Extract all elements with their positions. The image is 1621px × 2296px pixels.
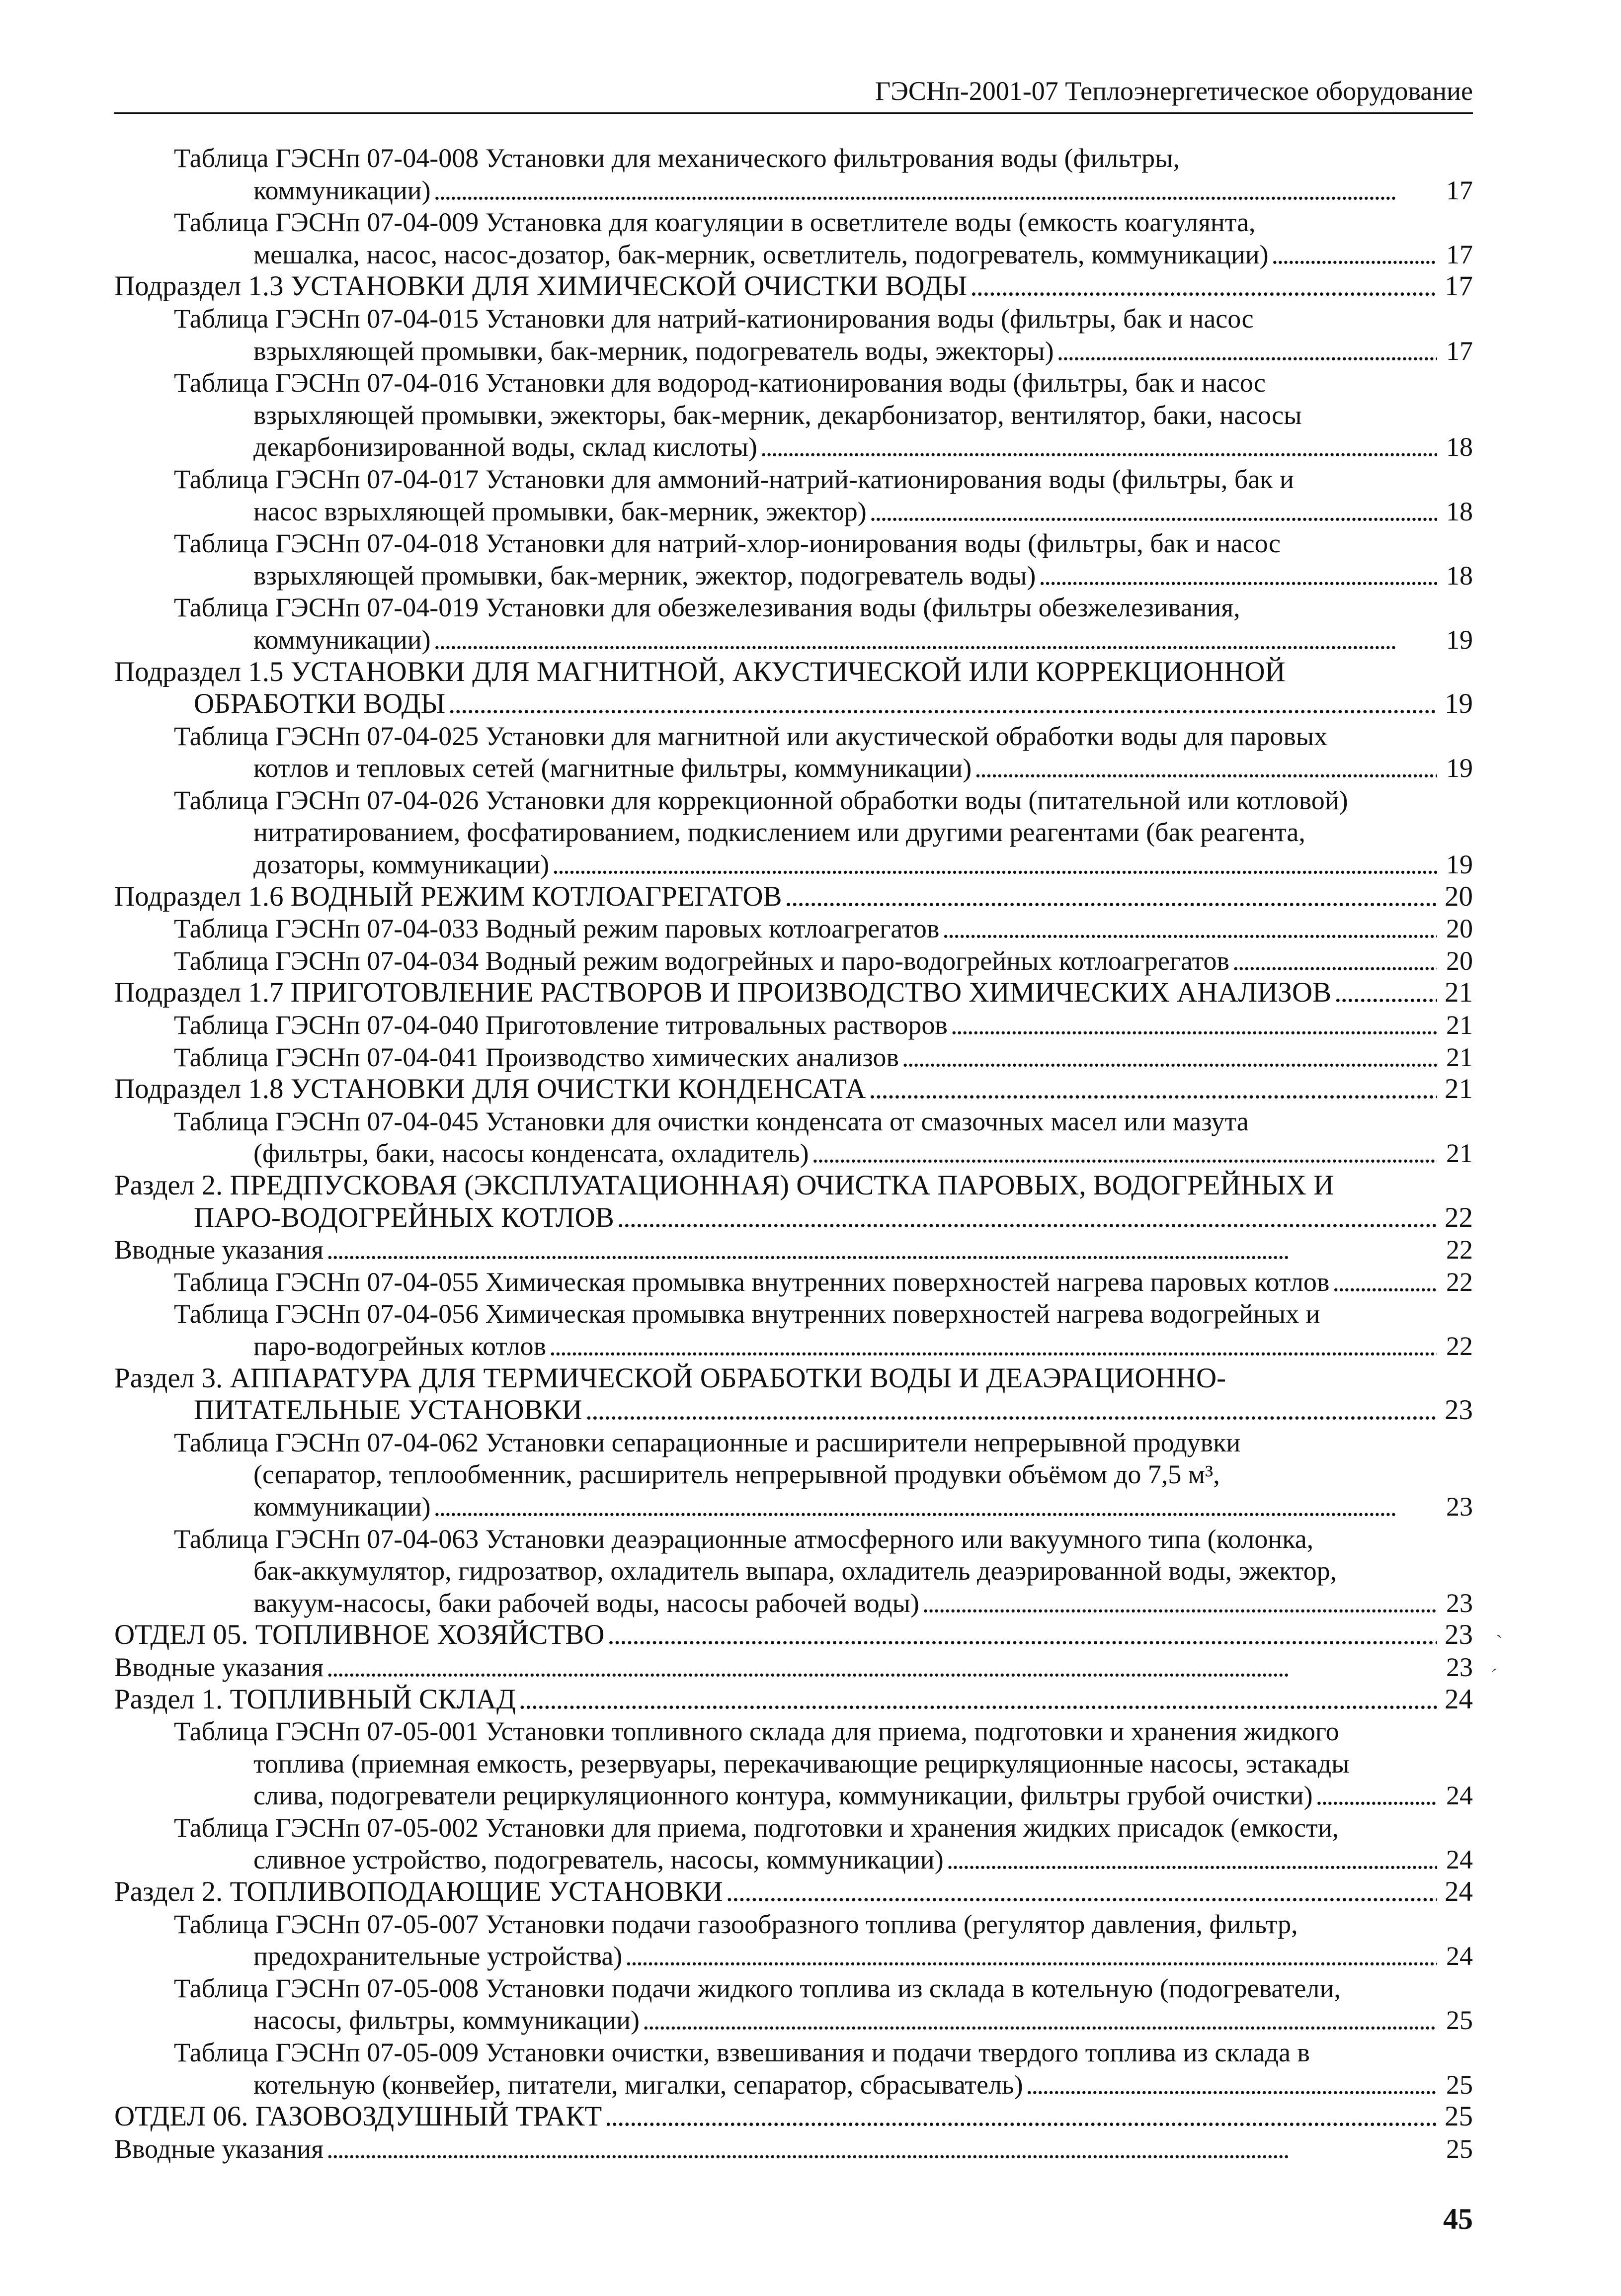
toc-page-number: 23 [1446,1652,1473,1682]
dot-leader [809,1137,1437,1170]
toc-entry-line-text: Раздел 1. ТОПЛИВНЫЙ СКЛАД [114,1683,516,1715]
toc-page-number: 17 [1446,239,1473,269]
toc-entry-line [114,1234,1437,1266]
dot-leader [324,1234,1437,1266]
toc-page-number: 23 [1446,1588,1473,1618]
toc-entry-text [174,527,1437,592]
toc-page-number: 17 [1446,175,1473,205]
toc-entry-line [174,1844,1437,1876]
toc-section-entry[interactable] [114,1170,1473,1234]
toc-entry-line [174,849,1437,881]
toc-entry-text [174,1812,1437,1876]
toc-page-number: 17 [1445,270,1473,302]
toc-page-number: 19 [1446,753,1473,783]
toc-page-number: 17 [1446,336,1473,366]
dot-leader [1023,2069,1437,2101]
toc-entry-line [174,1266,1437,1298]
toc-entry-text [174,303,1437,367]
toc-entry-text [114,2101,1437,2133]
dot-leader [867,496,1437,528]
toc-entry-line-text: ПАРО-ВОДОГРЕЙНЫХ КОТЛОВ [194,1201,614,1233]
toc-entry-line [174,399,1437,431]
toc-entry-line [174,1105,1437,1138]
toc-entry-line [174,720,1437,753]
toc-entry-line [174,1555,1437,1587]
toc-page-number: 23 [1445,1394,1473,1426]
toc-entry-line [174,239,1437,271]
toc-page-number: 23 [1446,1491,1473,1522]
toc-page-number: 23 [1445,1619,1473,1651]
toc-entry-text [114,881,1437,913]
toc-entry-line-text: (сепаратор, теплообменник, расширитель непрерывной продувки объёмом до 7,5 м³, [253,1459,1220,1490]
toc-entry-line [174,816,1437,849]
toc-entry-line [174,1041,1437,1074]
toc-entry-line [114,2133,1437,2165]
dot-leader [604,1619,1437,1651]
toc-table-entry[interactable] [114,1812,1473,1876]
toc-page-number: 20 [1446,945,1473,976]
toc-entry-line [174,1940,1437,1972]
toc-entry-text [174,2037,1437,2101]
toc-table-entry[interactable] [114,784,1473,881]
dot-leader [782,881,1437,913]
toc-entry-line [174,1972,1437,2005]
toc-page-number: 24 [1446,1781,1473,1811]
toc-entry-line-text: Таблица ГЭСНп 07-04-017 Установки для аммоний-натрий-катионирования воды (фильтры, бак и [174,464,1294,494]
toc-entry-line-text: Таблица ГЭСНп 07-04-008 Установки для механического фильтрования воды (фильтры, [174,143,1180,173]
toc-entry-line [114,270,1437,303]
toc-entry-text [114,2133,1437,2165]
toc-entry-line-text: Таблица ГЭСНп 07-05-007 Установки подачи газообразного топлива (регулятор давления, фильтр, [174,1909,1298,1939]
toc-section-entry[interactable] [114,977,1473,1009]
toc-entry-line [174,2004,1437,2037]
table-of-contents [114,142,1473,2165]
toc-entry-line [174,367,1437,399]
toc-entry-line [174,1427,1437,1459]
toc-section-entry[interactable] [114,1876,1473,1908]
toc-page-number: 24 [1446,1845,1473,1875]
toc-entry-line [174,206,1437,239]
toc-entry-line [114,1684,1437,1716]
dot-leader [602,2101,1437,2133]
toc-table-entry[interactable] [114,945,1473,977]
toc-entry-text [174,1105,1437,1170]
dot-leader [431,1491,1437,1523]
toc-page-number: 22 [1445,1201,1473,1233]
toc-section-entry[interactable] [114,1684,1473,1716]
toc-page-number: 18 [1446,432,1473,462]
toc-entry-text [174,1266,1437,1298]
toc-entry-line-text: мешалка, насос, насос-дозатор, бак-мерник, осветлитель, подогреватель, коммуникации) [253,239,1269,269]
toc-entry-line-text: Подраздел 1.6 ВОДНЫЙ РЕЖИМ КОТЛОАГРЕГАТОВ [114,880,782,912]
toc-entry-line-text: Подраздел 1.7 ПРИГОТОВЛЕНИЕ РАСТВОРОВ И ПРОИЗВОДСТВО ХИМИЧЕСКИХ АНАЛИЗОВ [114,977,1332,1009]
toc-page-number: 20 [1445,880,1473,912]
toc-entry-line [114,2101,1437,2133]
toc-entry-line [174,2037,1437,2069]
toc-entry-line-text: декарбонизированной воды, склад кислоты) [253,432,757,462]
toc-entry-line-text: Таблица ГЭСНп 07-04-016 Установки для водород-катионирования воды (фильтры, бак и насос [174,368,1266,398]
toc-page-number: 25 [1445,2101,1473,2132]
toc-entry-text [174,784,1437,881]
dot-leader [1036,560,1437,592]
toc-entry-line [174,527,1437,560]
toc-entry-text [174,206,1437,270]
toc-entry-text [174,945,1437,977]
toc-table-entry[interactable] [114,1298,1473,1362]
toc-entry-text [174,1715,1437,1812]
dot-leader [324,2133,1437,2165]
toc-entry-line [114,688,1437,720]
toc-entry-line-text: Таблица ГЭСНп 07-05-002 Установки для приема, подготовки и хранения жидких присадок (емкости, [174,1812,1339,1843]
toc-entry-line-text: Таблица ГЭСНп 07-04-040 Приготовление титровальных растворов [174,1010,948,1040]
dot-leader [1313,1780,1437,1812]
toc-entry-line-text: Раздел 3. АППАРАТУРА ДЛЯ ТЕРМИЧЕСКОЙ ОБРАБОТКИ ВОДЫ И ДЕАЭРАЦИОННО- [114,1362,1226,1394]
toc-page-number: 25 [1446,2005,1473,2036]
toc-entry-line-text: Раздел 2. ПРЕДПУСКОВАЯ (ЭКСПЛУАТАЦИОННАЯ) ОЧИСТКА ПАРОВЫХ, ВОДОГРЕЙНЫХ И [114,1170,1334,1201]
toc-entry-line [114,656,1437,688]
toc-page-number: 20 [1446,914,1473,944]
dot-leader [948,1009,1437,1041]
toc-entry-line-text: взрыхляющей промывки, бак-мерник, подогреватель воды, эжекторы) [253,336,1054,366]
toc-entry-line-text: Подраздел 1.5 УСТАНОВКИ ДЛЯ МАГНИТНОЙ, АКУСТИЧЕСКОЙ ИЛИ КОРРЕКЦИОННОЙ [114,656,1286,687]
toc-page-number: 19 [1446,624,1473,655]
page-number: 45 [1443,2203,1473,2235]
toc-entry-line [174,303,1437,335]
toc-entry-line [174,945,1437,977]
toc-entry-line-text: Таблица ГЭСНп 07-05-009 Установки очистки, взвешивания и подачи твердого топлива из склада в [174,2038,1310,2068]
toc-entry-line [174,1780,1437,1812]
toc-entry-line-text: ОБРАБОТКИ ВОДЫ [194,688,446,720]
toc-entry-line-text: ОТДЕЛ 06. ГАЗОВОЗДУШНЫЙ ТРАКТ [114,2101,602,2132]
dot-leader [939,913,1437,945]
toc-entry-line-text: коммуникации) [253,175,431,205]
toc-page-number: 22 [1446,1331,1473,1361]
toc-page-number: 24 [1446,1941,1473,1971]
toc-entry-line [174,1458,1437,1491]
toc-entry-text [174,463,1437,527]
toc-section-entry[interactable] [114,1234,1473,1266]
toc-entry-line-text: Таблица ГЭСНп 07-04-026 Установки для коррекционной обработки воды (питательной или котловой) [174,785,1348,815]
dot-leader [967,270,1437,303]
toc-entry-line-text: Таблица ГЭСНп 07-04-045 Установки для очистки конденсата от смазочных масел или мазута [174,1106,1249,1136]
toc-entry-text [114,1234,1437,1266]
toc-page-number: 18 [1446,560,1473,591]
toc-section-entry[interactable] [114,1362,1473,1427]
toc-entry-line-text: котельную (конвейер, питатели, мигалки, сепаратор, сбрасыватель) [253,2069,1023,2100]
toc-entry-line [114,1170,1437,1202]
toc-entry-line-text: Таблица ГЭСНп 07-04-019 Установки для обезжелезивания воды (фильтры обезжелезивания, [174,593,1240,623]
toc-entry-line-text: взрыхляющей промывки, эжекторы, бак-мерник, декарбонизатор, вентилятор, баки, насосы [253,400,1302,430]
toc-entry-line-text: Таблица ГЭСНп 07-04-041 Производство химических анализов [174,1042,899,1072]
dot-leader [582,1394,1437,1427]
toc-entry-line-text: Таблица ГЭСНп 07-04-015 Установки для натрий-катионирования воды (фильтры, бак и насос [174,303,1254,334]
toc-page-number: 21 [1446,1010,1473,1040]
toc-entry-line-text: коммуникации) [253,1491,431,1522]
toc-entry-text [174,1427,1437,1523]
toc-entry-line [174,1748,1437,1780]
toc-entry-line-text: Таблица ГЭСНп 07-04-034 Водный режим водогрейных и паро-водогрейных котлоагрегатов [174,945,1229,976]
toc-table-entry[interactable] [114,1266,1473,1298]
toc-table-entry[interactable] [114,2037,1473,2101]
toc-entry-text [174,367,1437,463]
toc-entry-line-text: Таблица ГЭСНп 07-04-018 Установки для натрий-хлор-ионирования воды (фильтры, бак и насос [174,528,1281,559]
dot-leader [614,1202,1437,1234]
toc-entry-line-text: Таблица ГЭСНп 07-04-063 Установки деаэрационные атмосферного или вакуумного типа (колонка, [174,1524,1314,1554]
toc-table-entry[interactable] [114,592,1473,656]
toc-table-entry[interactable] [114,142,1473,206]
toc-entry-text [174,1009,1437,1041]
toc-section-entry[interactable] [114,1073,1473,1105]
toc-entry-line-text: Таблица ГЭСНп 07-05-001 Установки топливного склада для приема, подготовки и хранения жидкого [174,1716,1339,1747]
toc-entry-line [174,1812,1437,1844]
toc-entry-line [114,1651,1437,1684]
toc-entry-text [174,592,1437,656]
toc-entry-line [174,752,1437,784]
toc-entry-text [174,1908,1437,1972]
toc-section-entry[interactable] [114,2101,1473,2133]
toc-page-number: 21 [1445,977,1473,1009]
toc-page-number: 22 [1446,1235,1473,1265]
toc-entry-line-text: Таблица ГЭСНп 07-04-025 Установки для магнитной или акустической обработки воды для паровых [174,721,1328,751]
toc-entry-text [174,720,1437,784]
toc-entry-text [174,1298,1437,1362]
toc-table-entry[interactable] [114,1009,1473,1041]
dot-leader [757,431,1437,463]
toc-entry-text [114,1619,1437,1651]
toc-section-entry[interactable] [114,881,1473,913]
toc-entry-line-text: взрыхляющей промывки, бак-мерник, эжектор, подогреватель воды) [253,560,1036,591]
dot-leader [622,1940,1437,1972]
dot-leader [723,1876,1437,1908]
toc-entry-line [114,977,1437,1009]
toc-entry-line-text: Таблица ГЭСНп 07-04-062 Установки сепарационные и расширители непрерывной продувки [174,1427,1241,1457]
dot-leader [1054,335,1437,367]
toc-table-entry[interactable] [114,1908,1473,1972]
toc-entry-text [114,1362,1437,1427]
toc-entry-line [174,560,1437,592]
dot-leader [866,1073,1437,1105]
scan-artifact: ` [1496,1631,1503,1653]
toc-table-entry[interactable] [114,463,1473,527]
toc-entry-line-text: вакуум-насосы, баки рабочей воды, насосы рабочей воды) [253,1588,919,1618]
toc-table-entry[interactable] [114,1972,1473,2037]
toc-section-entry[interactable] [114,1651,1473,1684]
dot-leader [431,624,1437,656]
toc-entry-line [174,1298,1437,1330]
toc-entry-line-text: Подраздел 1.8 УСТАНОВКИ ДЛЯ ОЧИСТКИ КОНДЕНСАТА [114,1073,866,1105]
toc-page-number: 21 [1446,1138,1473,1169]
toc-entry-line [114,1619,1437,1651]
dot-leader [549,849,1437,881]
dot-leader [944,1844,1437,1876]
toc-table-entry[interactable] [114,1523,1473,1619]
toc-entry-line [174,463,1437,496]
toc-entry-line-text: (фильтры, баки, насосы конденсата, охладитель) [253,1138,809,1169]
toc-page-number: 21 [1446,1042,1473,1072]
toc-entry-line [114,1073,1437,1105]
toc-entry-line [174,592,1437,624]
toc-entry-line [114,1362,1437,1395]
toc-entry-line-text: нитратированием, фосфатированием, подкислением или другими реагентами (бак реагента, [253,817,1305,848]
scan-artifact: ´ [1491,1665,1498,1687]
toc-page-number: 24 [1445,1876,1473,1908]
dot-leader [972,752,1437,784]
toc-entry-line [174,1587,1437,1619]
toc-entry-line-text: паро-водогрейных котлов [253,1331,547,1361]
toc-entry-line [114,1394,1437,1427]
toc-entry-line-text: слива, подогреватели рециркуляционного контура, коммуникации, фильтры грубой очистки) [253,1781,1313,1811]
toc-entry-line-text: коммуникации) [253,624,431,655]
toc-page-number: 21 [1445,1073,1473,1105]
toc-table-entry[interactable] [114,1041,1473,1074]
dot-leader [1329,1266,1437,1298]
dot-leader [431,174,1437,207]
toc-table-entry[interactable] [114,527,1473,592]
toc-entry-line [174,624,1437,656]
toc-entry-line [174,1137,1437,1170]
toc-entry-line-text: сливное устройство, подогреватель, насосы, коммуникации) [253,1845,944,1875]
toc-entry-text [114,977,1437,1009]
toc-entry-line [174,1908,1437,1941]
toc-entry-line-text: Вводные указания [114,2133,324,2164]
toc-entry-line-text: Таблица ГЭСНп 07-05-008 Установки подачи жидкого топлива из склада в котельную (подогреватели, [174,1973,1341,2003]
toc-entry-line [174,1715,1437,1748]
toc-entry-line-text: Таблица ГЭСНп 07-04-009 Установка для коагуляции в осветлителе воды (емкость коагулянта, [174,207,1256,238]
toc-page-number: 19 [1445,688,1473,720]
toc-entry-line-text: Подраздел 1.3 УСТАНОВКИ ДЛЯ ХИМИЧЕСКОЙ ОЧИСТКИ ВОДЫ [114,270,968,302]
toc-entry-text [174,1523,1437,1619]
toc-entry-text [174,913,1437,945]
toc-entry-text [114,1876,1437,1908]
dot-leader [899,1041,1437,1074]
dot-leader [919,1587,1437,1619]
toc-entry-line-text: Раздел 2. ТОПЛИВОПОДАЮЩИЕ УСТАНОВКИ [114,1876,723,1908]
toc-table-entry[interactable] [114,206,1473,270]
toc-entry-line-text: ОТДЕЛ 05. ТОПЛИВНОЕ ХОЗЯЙСТВО [114,1619,605,1651]
toc-entry-line-text: топлива (приемная емкость, резервуары, перекачивающие рециркуляционные насосы, эстакады [253,1748,1350,1779]
toc-page-number: 19 [1446,850,1473,880]
toc-entry-text [114,1170,1437,1234]
toc-entry-line-text: Таблица ГЭСНп 07-04-055 Химическая промывка внутренних поверхностей нагрева паровых котлов [174,1267,1330,1297]
toc-section-entry[interactable] [114,270,1473,303]
toc-entry-line [174,1330,1437,1362]
toc-entry-line-text: ПИТАТЕЛЬНЫЕ УСТАНОВКИ [194,1394,582,1426]
toc-entry-line [174,335,1437,367]
toc-table-entry[interactable] [114,1105,1473,1170]
toc-entry-line-text: предохранительные устройства) [253,1941,623,1971]
dot-leader [324,1651,1437,1684]
toc-table-entry[interactable] [114,720,1473,784]
toc-entry-text [174,1972,1437,2037]
toc-entry-line-text: насосы, фильтры, коммуникации) [253,2005,640,2036]
toc-entry-line-text: Вводные указания [114,1652,324,1682]
toc-entry-line [174,784,1437,817]
toc-table-entry[interactable] [114,1427,1473,1523]
toc-page-number: 25 [1446,2069,1473,2100]
toc-entry-line-text: дозаторы, коммуникации) [253,850,550,880]
toc-entry-text [114,656,1437,720]
toc-entry-text [114,1073,1437,1105]
toc-table-entry[interactable] [114,1715,1473,1812]
toc-page-number: 18 [1446,496,1473,526]
toc-entry-line [174,174,1437,207]
toc-entry-line [114,1202,1437,1234]
toc-entry-text [174,142,1437,206]
toc-entry-line-text: бак-аккумулятор, гидрозатвор, охладитель выпара, охладитель деаэрированной воды, эжектор, [253,1556,1337,1586]
running-header: ГЭСНп-2001-07 Теплоэнергетическое оборудование [114,75,1473,114]
toc-entry-line [114,881,1437,913]
toc-entry-line-text: Вводные указания [114,1235,324,1265]
toc-page-number: 24 [1445,1683,1473,1715]
toc-section-entry[interactable] [114,656,1473,720]
toc-entry-text [114,1651,1437,1684]
dot-leader [1229,945,1437,977]
toc-page-number: 25 [1446,2133,1473,2164]
toc-entry-line-text: котлов и тепловых сетей (магнитные фильтры, коммуникации) [253,753,972,783]
toc-entry-text [174,1041,1437,1074]
toc-section-entry[interactable] [114,1619,1473,1651]
toc-entry-text [114,270,1437,303]
dot-leader [1269,239,1437,271]
dot-leader [546,1330,1437,1362]
toc-entry-line [174,142,1437,174]
dot-leader [516,1684,1437,1716]
toc-table-entry[interactable] [114,913,1473,945]
toc-entry-text [114,1684,1437,1716]
toc-table-entry[interactable] [114,367,1473,463]
toc-entry-line-text: Таблица ГЭСНп 07-04-033 Водный режим паровых котлоагрегатов [174,914,940,944]
toc-entry-line [174,431,1437,463]
toc-entry-line [174,1523,1437,1555]
toc-table-entry[interactable] [114,303,1473,367]
toc-entry-line-text: Таблица ГЭСНп 07-04-056 Химическая промывка внутренних поверхностей нагрева водогрейных и [174,1299,1320,1329]
toc-entry-line [174,496,1437,528]
toc-entry-line [174,1009,1437,1041]
dot-leader [640,2004,1437,2037]
toc-entry-line [174,1491,1437,1523]
toc-page-number: 22 [1446,1267,1473,1297]
toc-section-entry[interactable] [114,2133,1473,2165]
toc-entry-line [174,913,1437,945]
toc-entry-line-text: насос взрыхляющей промывки, бак-мерник, эжектор) [253,496,867,526]
toc-entry-line [174,2069,1437,2101]
dot-leader [445,688,1437,720]
dot-leader [1331,977,1437,1009]
toc-entry-line [114,1876,1437,1908]
